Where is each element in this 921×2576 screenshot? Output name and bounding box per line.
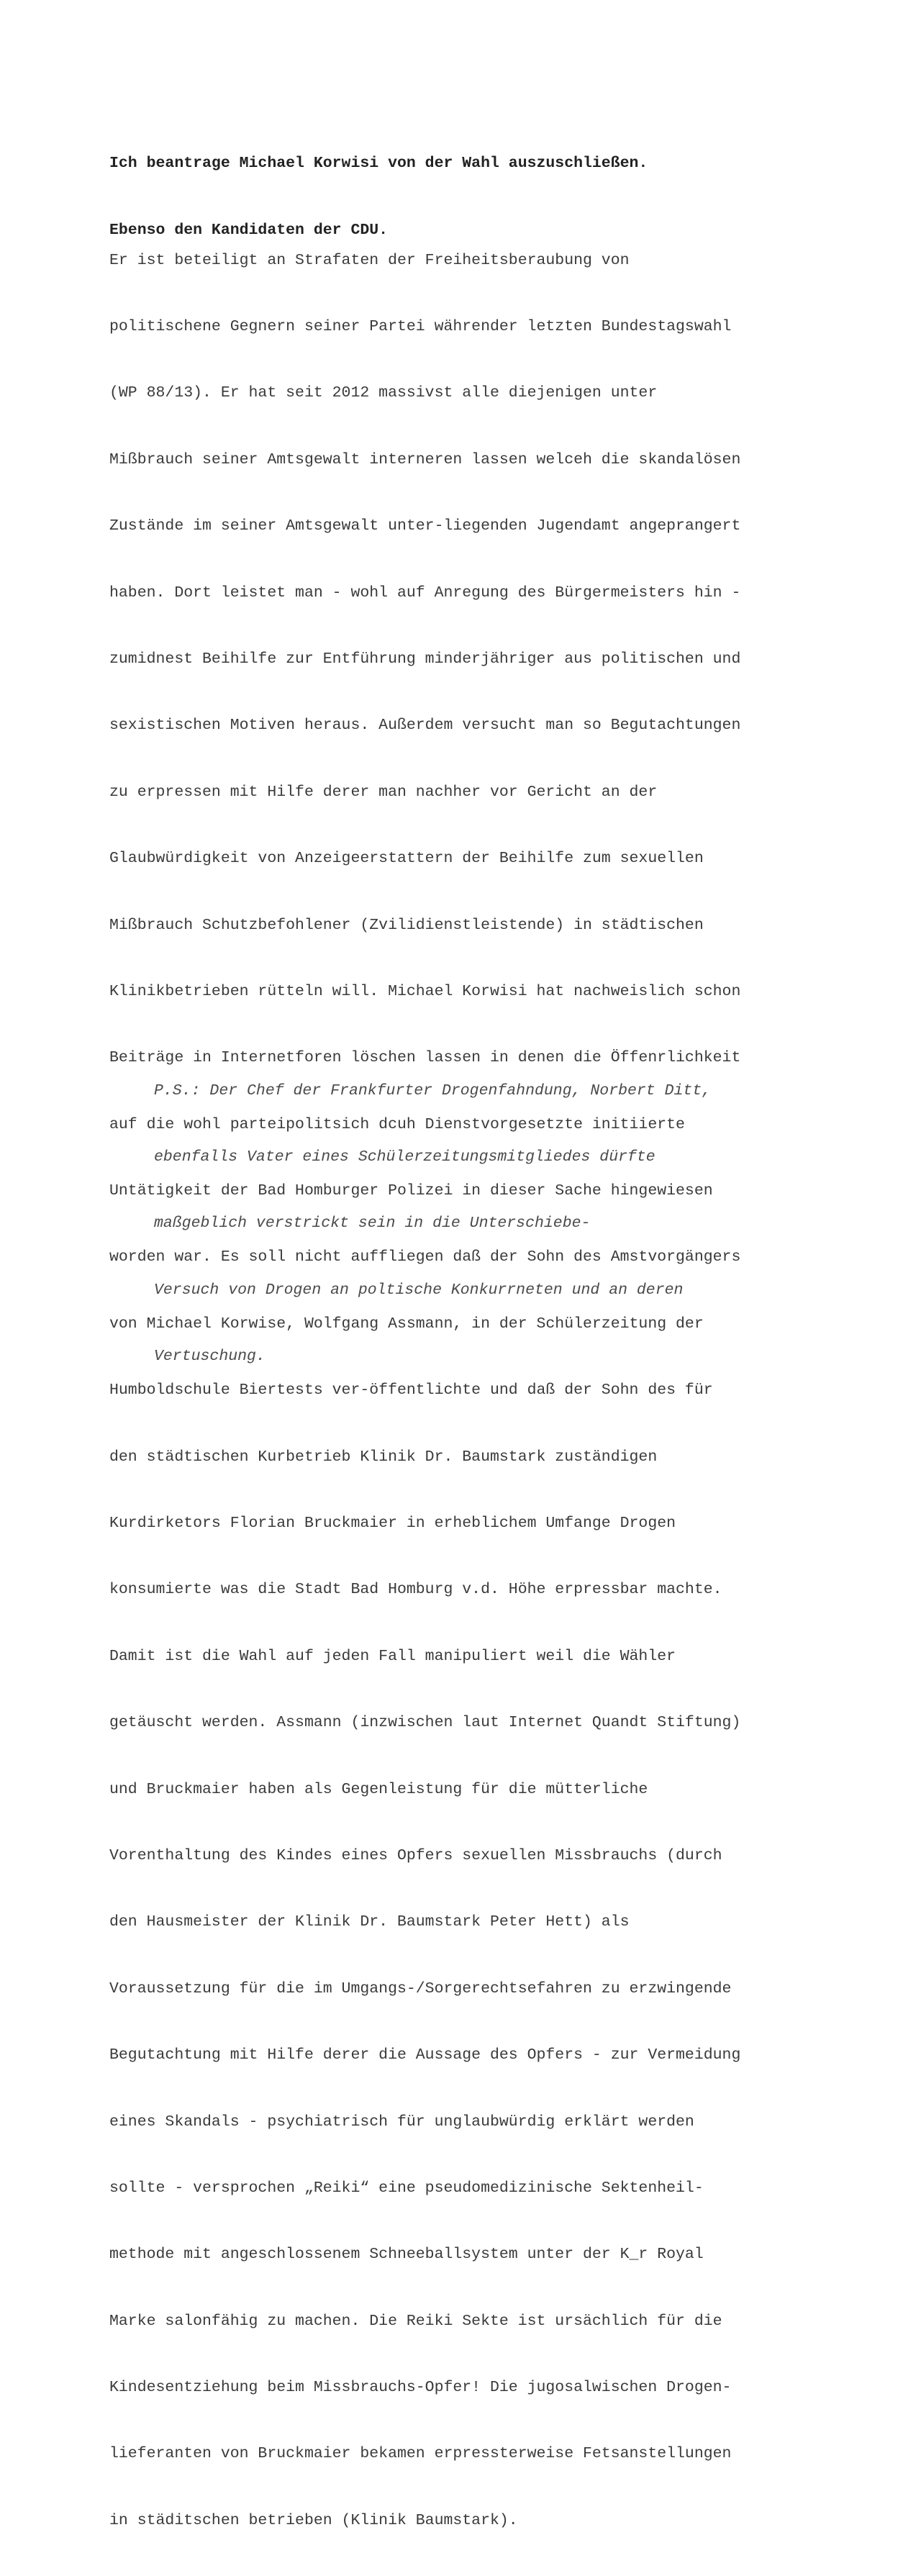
postscript xyxy=(154,1035,830,1412)
body-line: Damit ist die Wahl auf jeden Fall manipuliert weil die Wähler xyxy=(109,1647,676,1665)
body-line: konsumierte was die Stadt Bad Homburg v.d. Höhe erpressbar machte. xyxy=(109,1581,722,1599)
body-line: Mißbrauch seiner Amtsgewalt interneren lassen welceh die skandalösen xyxy=(109,450,741,468)
body-line: Mißbrauch Schutzbefohlener (Zvilidienstleistende) in städtischen xyxy=(109,916,704,934)
ps-line: P.S.: Der Chef der Frankfurter Drogenfahndung, Norbert Ditt, xyxy=(154,1081,712,1099)
body-line: Beiträge in Internetforen löschen lassen in denen die Öffenrlichkeit xyxy=(109,1049,741,1067)
ps-line: ebenfalls Vater eines Schülerzeitungsmitgliedes dürfte xyxy=(154,1148,655,1166)
body-line: Untätigkeit der Bad Homburger Polizei in dieser Sache hingewiesen xyxy=(109,1182,713,1200)
body-line: politischene Gegnern seiner Partei währender letzten Bundestagswahl xyxy=(109,317,732,335)
body-line: von Michael Korwise, Wolfgang Assmann, in der Schülerzeitung der xyxy=(109,1315,704,1333)
body-line: sollte - versprochen „Reiki“ eine pseudomedizinische Sektenheil- xyxy=(109,2179,704,2197)
heading-line: Ich beantrage Michael Korwisi von der Wahl auszuschließen. xyxy=(109,155,648,172)
ps-line: Vertuschung. xyxy=(154,1348,266,1366)
body-line: Begutachtung mit Hilfe derer die Aussage des Opfers - zur Vermeidung xyxy=(109,2046,741,2064)
body-line: haben. Dort leistet man - wohl auf Anregung des Bürgermeisters hin - xyxy=(109,584,741,602)
body-line: methode mit angeschlossenem Schneeballsystem unter der K_r Royal xyxy=(109,2246,704,2264)
body-line: den Hausmeister der Klinik Dr. Baumstark Peter Hett) als xyxy=(109,1913,630,1931)
body-line: Marke salonfähig zu machen. Die Reiki Sekte ist ursächlich für die xyxy=(109,2312,722,2330)
body-line: und Bruckmaier haben als Gegenleistung für die mütterliche xyxy=(109,1780,648,1798)
body-line: Kindesentziehung beim Missbrauchs-Opfer! Die jugosalwischen Drogen- xyxy=(109,2379,732,2397)
body-line: zu erpressen mit Hilfe derer man nachher vor Gericht an der xyxy=(109,783,658,801)
ps-line: Versuch von Drogen an poltische Konkurrneten und an deren xyxy=(154,1281,684,1299)
body-line: Er ist beteiligt an Strafaten der Freiheitsberaubung von xyxy=(109,251,630,269)
body-line: Klinikbetrieben rütteln will. Michael Korwisi hat nachweislich schon xyxy=(109,982,741,1000)
body-line: Voraussetzung für die im Umgangs-/Sorgerechtsefahren zu erzwingende xyxy=(109,1979,732,1997)
body-line: (WP 88/13). Er hat seit 2012 massivst alle diejenigen unter xyxy=(109,384,658,402)
body-line: Glaubwürdigkeit von Anzeigeerstattern der Beihilfe zum sexuellen xyxy=(109,850,704,868)
ps-line: maßgeblich verstrickt sein in die Unterschiebe- xyxy=(154,1215,591,1233)
body-line: auf die wohl parteipolitsich dcuh Dienstvorgesetzte initiierte xyxy=(109,1115,685,1133)
body-line: Zustände im seiner Amtsgewalt unter-liegenden Jugendamt angeprangert xyxy=(109,517,741,535)
body-line: lieferanten von Bruckmaier bekamen erpressterweise Fetsanstellungen xyxy=(109,2445,732,2463)
heading-line: Ebenso den Kandidaten der CDU. xyxy=(109,222,389,239)
body-line: Humboldschule Biertests ver-öffentlichte und daß der Sohn des für xyxy=(109,1382,713,1400)
body-line: getäuscht werden. Assmann (inzwischen laut Internet Quandt Stiftung) xyxy=(109,1714,741,1732)
body-line: den städtischen Kurbetrieb Klinik Dr. Baumstark zuständigen xyxy=(109,1448,658,1466)
body-line: in städitschen betrieben (Klinik Baumstark). xyxy=(109,2511,518,2529)
body-line: eines Skandals - psychiatrisch für unglaubwürdig erklärt werden xyxy=(109,2113,694,2131)
body-line: zumidnest Beihilfe zur Entführung minderjähriger aus politischen und xyxy=(109,650,741,668)
body-line: Kurdirketors Florian Bruckmaier in erheblichem Umfange Drogen xyxy=(109,1515,676,1533)
body-line: sexistischen Motiven heraus. Außerdem versucht man so Begutachtungen xyxy=(109,717,741,735)
body-line: worden war. Es soll nicht auffliegen daß der Sohn des Amstvorgängers xyxy=(109,1248,741,1266)
body-line: Vorenthaltung des Kindes eines Opfers sexuellen Missbrauchs (durch xyxy=(109,1846,722,1864)
